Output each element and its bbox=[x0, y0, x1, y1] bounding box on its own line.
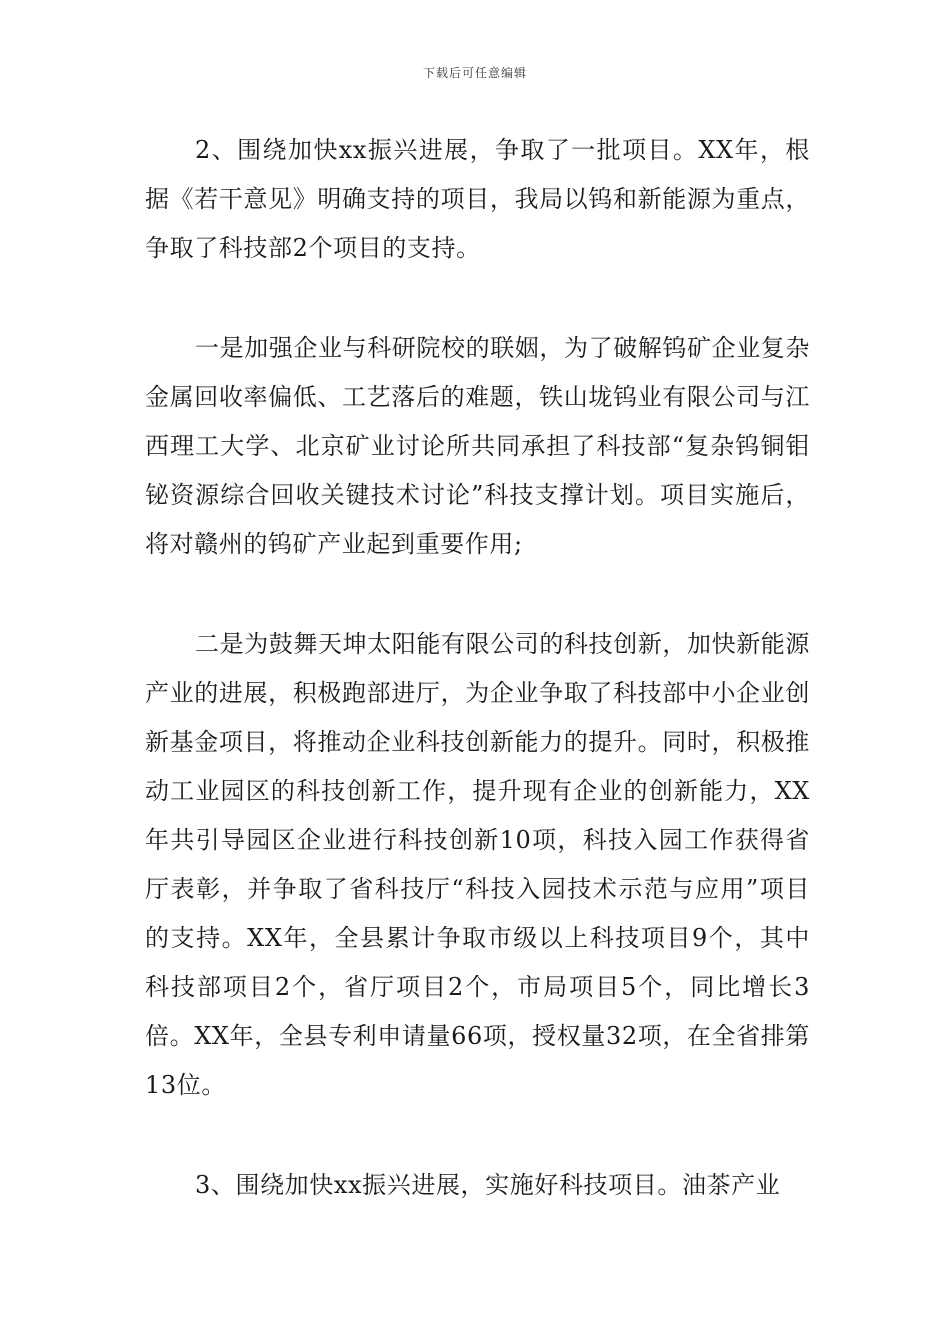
paragraph-point-1: 一是加强企业与科研院校的联姻，为了破解钨矿企业复杂金属回收率偏低、工艺落后的难题，铁山垅钨业有限公司与江西理工大学、北京矿业讨论所共同承担了科技部“复杂钨铜钼铋资源综合回收关键技术讨论”科技支撑计划。项目实施后，将对赣州的钨矿产业起到重要作用; bbox=[145, 334, 810, 558]
document-body bbox=[145, 126, 810, 1210]
paragraph-gap bbox=[145, 569, 810, 620]
paragraph-point-2: 二是为鼓舞天坤太阳能有限公司的科技创新，加快新能源产业的进展，积极跑部进厅，为企业争取了科技部中小企业创新基金项目，将推动企业科技创新能力的提升。同时，积极推动工业园区的科技创新工作，提升现有企业的创新能力，XX年共引导园区企业进行科技创新10项，科技入园工作获得省厅表彰，并争取了省科技厅“科技入园技术示范与应用”项目的支持。XX年，全县累计争取市级以上科技项目9个，其中科技部项目2个，省厅项目2个，市局项目5个，同比增长3倍。XX年，全县专利申请量66项，授权量32项，在全省排第13位。 bbox=[145, 630, 810, 1099]
paragraph-section-3: 3、围绕加快xx振兴进展，实施好科技项目。油茶产业 bbox=[195, 1171, 781, 1199]
paragraph-gap bbox=[145, 273, 810, 324]
paragraph-gap bbox=[145, 1110, 810, 1161]
paragraph-section-2: 2、围绕加快xx振兴进展，争取了一批项目。XX年，根据《若干意见》明确支持的项目，我局以钨和新能源为重点，争取了科技部2个项目的支持。 bbox=[145, 136, 810, 262]
page-header-note: 下载后可任意编辑 bbox=[422, 66, 527, 80]
